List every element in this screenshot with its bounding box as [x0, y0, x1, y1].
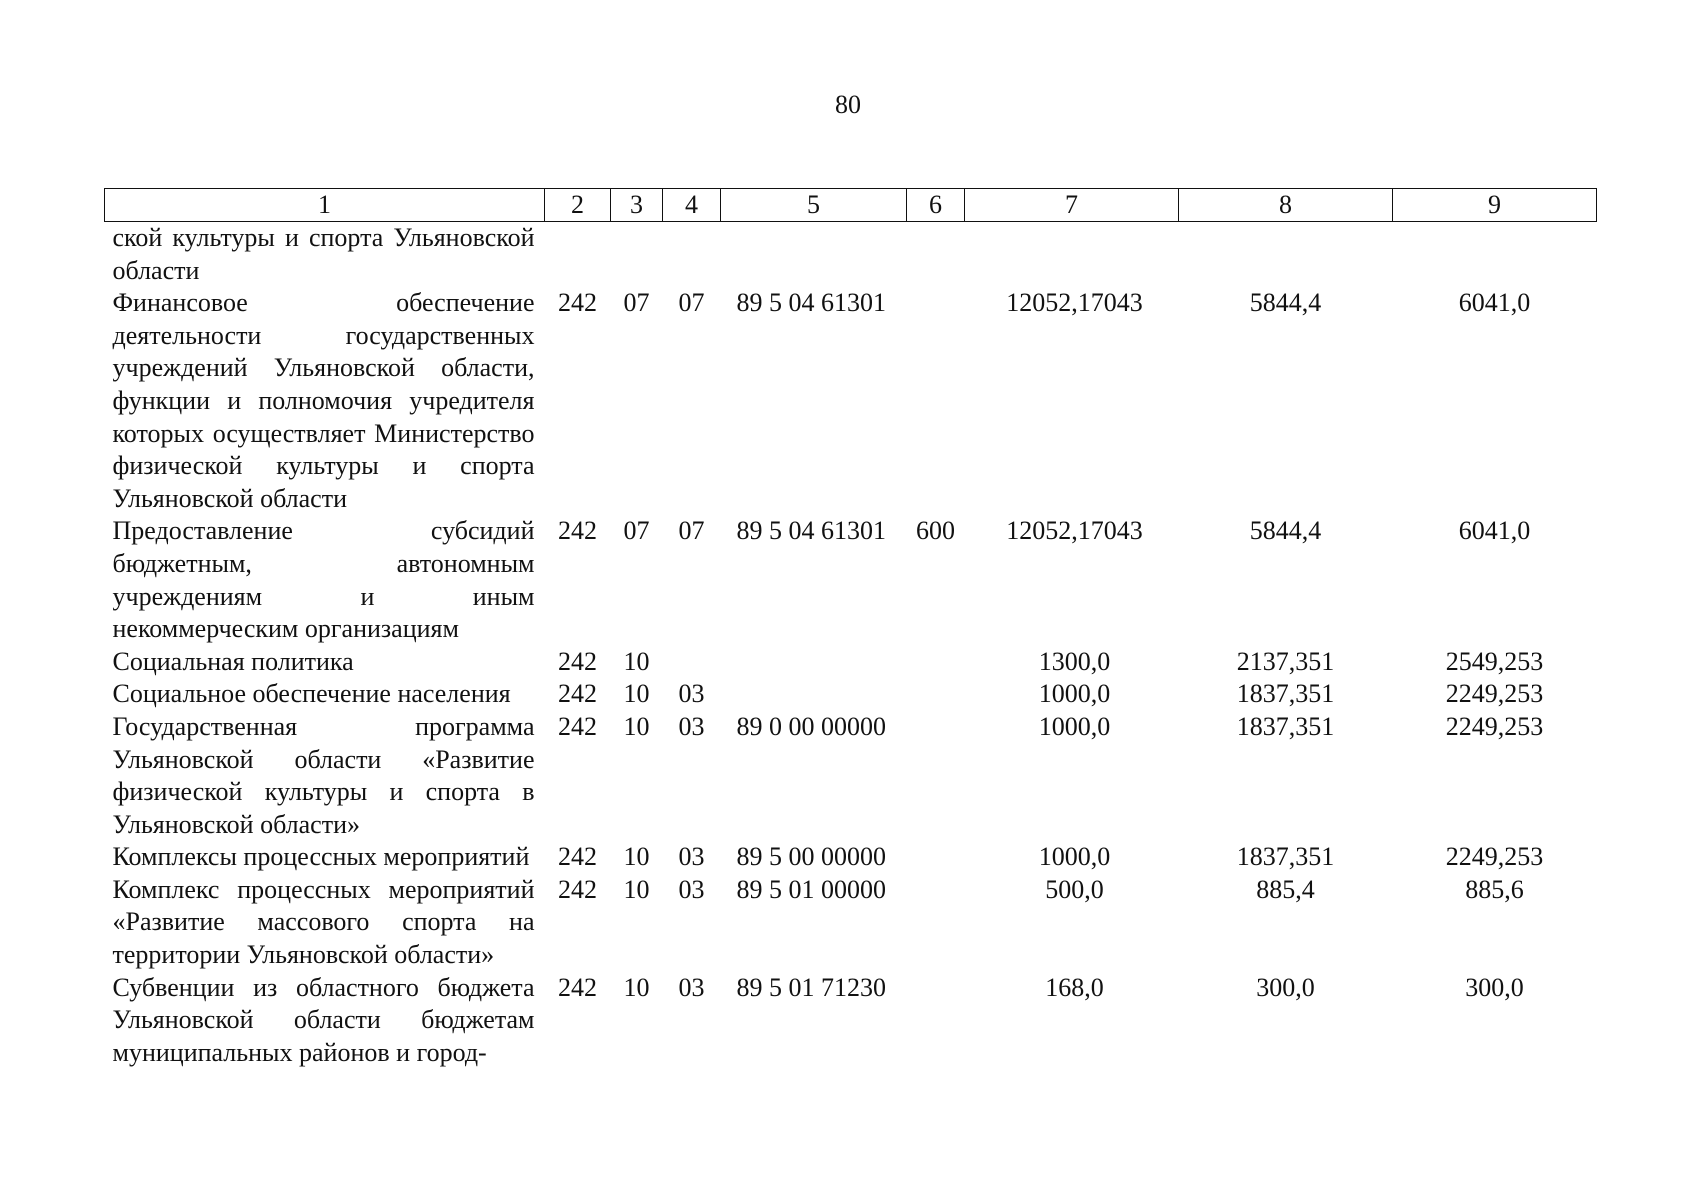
row-section: 10	[623, 646, 650, 676]
row-section	[611, 222, 663, 288]
row-subsection: 07	[678, 516, 705, 546]
row-expense-type	[907, 874, 965, 972]
header-cell-8: 8	[1179, 189, 1393, 222]
row-target-article	[721, 678, 907, 711]
row-value-8: 2137,351	[1236, 646, 1335, 676]
row-target-article: 89 5 01 71230	[736, 972, 886, 1002]
table-row	[105, 222, 1597, 288]
row-grbs: 242	[558, 972, 597, 1002]
budget-table	[104, 188, 1597, 1069]
row-subsection: 03	[678, 711, 705, 741]
header-row	[105, 189, 1597, 222]
row-target-article: 89 5 04 61301	[736, 516, 886, 546]
row-section: 07	[623, 288, 650, 318]
row-value-7: 1000,0	[1038, 842, 1111, 872]
row-grbs: 242	[558, 842, 597, 872]
row-name: Социальное обеспечение населения	[112, 679, 511, 709]
row-subsection	[663, 222, 721, 288]
row-expense-type	[907, 711, 965, 841]
row-name: ской культуры и спорта Ульяновской области	[112, 223, 535, 285]
page-number: 80	[835, 90, 861, 119]
header-cell-9: 9	[1393, 189, 1597, 222]
row-value-8: 5844,4	[1249, 288, 1322, 318]
header-cell-3: 3	[611, 189, 663, 222]
row-expense-type	[907, 222, 965, 288]
row-expense-type	[907, 972, 965, 1070]
row-name: Комплексы процессных мероприятий	[112, 842, 530, 872]
row-name: Финансовое обеспечение деятельности государственных учреждений Ульяновской области, функции и полномочия учредителя которых осуществляет Министерство физической культуры и спорта Ульяновской области	[112, 288, 535, 513]
table-body	[105, 222, 1597, 1070]
row-subsection	[663, 646, 721, 679]
row-section: 10	[623, 711, 650, 741]
row-subsection: 03	[678, 842, 705, 872]
row-target-article: 89 5 01 00000	[736, 874, 886, 904]
table-row	[105, 515, 1597, 645]
row-expense-type	[907, 287, 965, 515]
row-expense-type: 600	[916, 516, 955, 546]
row-subsection: 07	[678, 288, 705, 318]
row-value-7: 168,0	[1045, 972, 1104, 1002]
row-grbs: 242	[558, 646, 597, 676]
row-target-article: 89 5 04 61301	[736, 288, 886, 318]
header-cell-7: 7	[965, 189, 1179, 222]
row-value-7: 1000,0	[1038, 711, 1111, 741]
table-row	[105, 287, 1597, 515]
row-target-article: 89 0 00 00000	[736, 711, 886, 741]
row-value-7	[965, 222, 1179, 288]
row-grbs: 242	[558, 874, 597, 904]
row-value-7: 1000,0	[1038, 679, 1111, 709]
row-section: 07	[623, 516, 650, 546]
header-cell-2: 2	[545, 189, 611, 222]
row-value-8	[1179, 222, 1393, 288]
row-expense-type	[907, 841, 965, 874]
table-row	[105, 678, 1597, 711]
table-row	[105, 972, 1597, 1070]
row-value-7: 12052,17043	[1006, 516, 1143, 546]
row-section: 10	[623, 842, 650, 872]
row-value-8: 1837,351	[1236, 711, 1335, 741]
row-value-9: 885,6	[1465, 874, 1524, 904]
row-name: Социальная политика	[112, 646, 354, 676]
row-section: 10	[623, 874, 650, 904]
row-value-9: 2549,253	[1445, 646, 1544, 676]
row-value-9: 6041,0	[1458, 516, 1531, 546]
header-cell-6: 6	[907, 189, 965, 222]
row-value-9: 6041,0	[1458, 288, 1531, 318]
row-grbs: 242	[558, 679, 597, 709]
row-expense-type	[907, 646, 965, 679]
row-value-9: 2249,253	[1445, 679, 1544, 709]
header-cell-1: 1	[105, 189, 545, 222]
row-value-9: 2249,253	[1445, 842, 1544, 872]
row-value-7: 1300,0	[1038, 646, 1111, 676]
row-name: Государственная программа Ульяновской области «Развитие физической культуры и спорта в Ульяновской области»	[112, 711, 535, 839]
row-grbs: 242	[558, 711, 597, 741]
row-value-9	[1393, 222, 1597, 288]
row-grbs: 242	[558, 516, 597, 546]
row-target-article	[721, 646, 907, 679]
row-value-8: 5844,4	[1249, 516, 1322, 546]
row-value-8: 885,4	[1256, 874, 1315, 904]
header-cell-5: 5	[721, 189, 907, 222]
table-row	[105, 711, 1597, 841]
row-value-9: 2249,253	[1445, 711, 1544, 741]
table-row	[105, 874, 1597, 972]
row-target-article: 89 5 00 00000	[736, 842, 886, 872]
row-section: 10	[623, 972, 650, 1002]
row-value-7: 12052,17043	[1006, 288, 1143, 318]
row-value-9: 300,0	[1465, 972, 1524, 1002]
row-name: Комплекс процессных мероприятий «Развитие массового спорта на территории Ульяновской области»	[112, 874, 535, 970]
table-row	[105, 841, 1597, 874]
row-value-7: 500,0	[1045, 874, 1104, 904]
row-name: Субвенции из областного бюджета Ульяновской области бюджетам муниципальных районов и город-	[112, 972, 535, 1067]
header-cell-4: 4	[663, 189, 721, 222]
row-subsection: 03	[678, 874, 705, 904]
row-subsection: 03	[678, 679, 705, 709]
table-row	[105, 646, 1597, 679]
row-section: 10	[623, 679, 650, 709]
row-target-article	[721, 222, 907, 288]
row-value-8: 1837,351	[1236, 842, 1335, 872]
row-name: Предоставление субсидий бюджетным, автономным учреждениям и иным некоммерческим организациям	[112, 516, 535, 644]
row-grbs: 242	[558, 288, 597, 318]
row-grbs	[545, 222, 611, 288]
row-expense-type	[907, 678, 965, 711]
row-subsection: 03	[678, 972, 705, 1002]
row-value-8: 1837,351	[1236, 679, 1335, 709]
table-header	[105, 189, 1597, 222]
row-value-8: 300,0	[1256, 972, 1315, 1002]
